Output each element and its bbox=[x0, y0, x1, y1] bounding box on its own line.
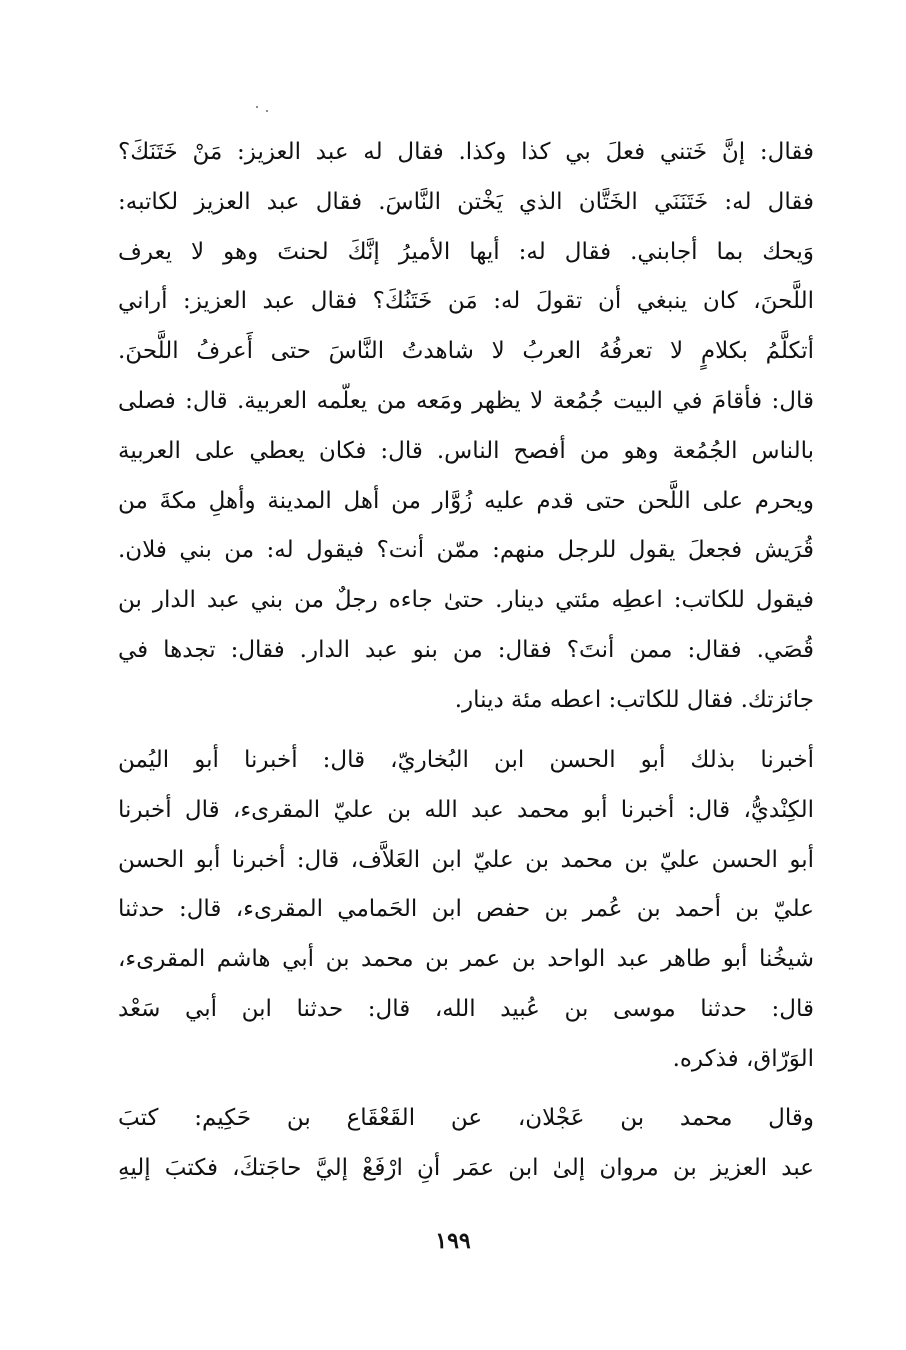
text-line: بالناس الجُمُعة وهو من أفصح الناس. قال: فكان يعطي على العربية bbox=[118, 437, 814, 464]
text-line: وَيحك بما أجابني. فقال له: أيها الأميرُ إنَّكَ لحنتَ وهو لا يعرف bbox=[118, 238, 814, 265]
text-line: جائزتك. فقال للكاتب: اعطه مئة دينار. bbox=[454, 686, 814, 713]
text-line: فقال له: خَتَنَنَي الخَتَّان الذي يَخْتن النَّاسَ. فقال عبد العزيز لكاتبه: bbox=[118, 188, 814, 215]
paragraph-1 bbox=[118, 128, 814, 726]
page-number: ١٩٩ bbox=[435, 1228, 471, 1254]
text-line: أتكلَّمُ بكلامٍ لا تعرفُهُ العربُ لا شاهدتُ النَّاسَ حتى أَعرفُ اللَّحنَ. bbox=[118, 338, 814, 365]
text-line: قُصَي. فقال: ممن أنتَ؟ فقال: من بنو عبد الدار. فقال: تجدها في bbox=[118, 636, 814, 663]
text-line: الوَرّاق، فذكره. bbox=[672, 1045, 814, 1072]
text-line: قُرَيش فجعلَ يقول للرجل منهم: ممّن أنت؟ فيقول له: من بني فلان. bbox=[118, 537, 814, 564]
text-line: الكِنْديُّ، قال: أخبرنا أبو محمد عبد الله بن عليّ المقرىء، قال أخبرنا bbox=[118, 796, 814, 823]
text-line: عبد العزيز بن مروان إلىٰ ابن عمَر أنِ ارْفَعْ إليَّ حاجَتكَ، فكتبَ إليهِ bbox=[118, 1154, 814, 1181]
scan-speck bbox=[266, 110, 268, 112]
text-line: فيقول للكاتب: اعطِه مئتي دينار. حتىٰ جاءه رجلٌ من بني عبد الدار بن bbox=[118, 587, 814, 614]
paragraph-3 bbox=[118, 1094, 814, 1194]
text-line: شيخُنا أبو طاهر عبد الواحد بن عمر بن محمد بن أبي هاشم المقرىء، bbox=[118, 946, 814, 973]
text-line: وقال محمد بن عَجْلان، عن القَعْقَاع بن حَكِيم: كتبَ bbox=[118, 1105, 814, 1131]
paragraph-2 bbox=[118, 736, 814, 1085]
scan-speck bbox=[256, 106, 258, 108]
text-line: أخبرنا بذلك أبو الحسن ابن البُخاريّ، قال: أخبرنا أبو اليُمن bbox=[118, 747, 814, 773]
text-line: فقال: إنَّ خَتني فعلَ بي كذا وكذا. فقال له عبد العزيز: مَنْ خَتَنَكَ؟ bbox=[118, 139, 814, 165]
text-line: قال: حدثنا موسى بن عُبيد الله، قال: حدثنا ابن أبي سَعْد bbox=[118, 995, 814, 1022]
text-line: أبو الحسن عليّ بن محمد بن عليّ ابن العَلاَّف، قال: أخبرنا أبو الحسن bbox=[118, 846, 814, 873]
text-line: ويحرم على اللَّحن حتى قدم عليه زُوَّار من أهل المدينة وأهلِ مكةَ من bbox=[118, 487, 814, 514]
text-line: قال: فأقامَ في البيت جُمُعة لا يظهر ومَعه من يعلّمه العربية. قال: فصلى bbox=[118, 387, 814, 414]
text-line: اللَّحنَ، كان ينبغي أن تقولَ له: مَن خَتَنُكَ؟ فقال عبد العزيز: أراني bbox=[118, 288, 814, 315]
text-line: عليّ بن أحمد بن عُمر بن حفص ابن الحَمامي المقرىء، قال: حدثنا bbox=[118, 896, 814, 923]
